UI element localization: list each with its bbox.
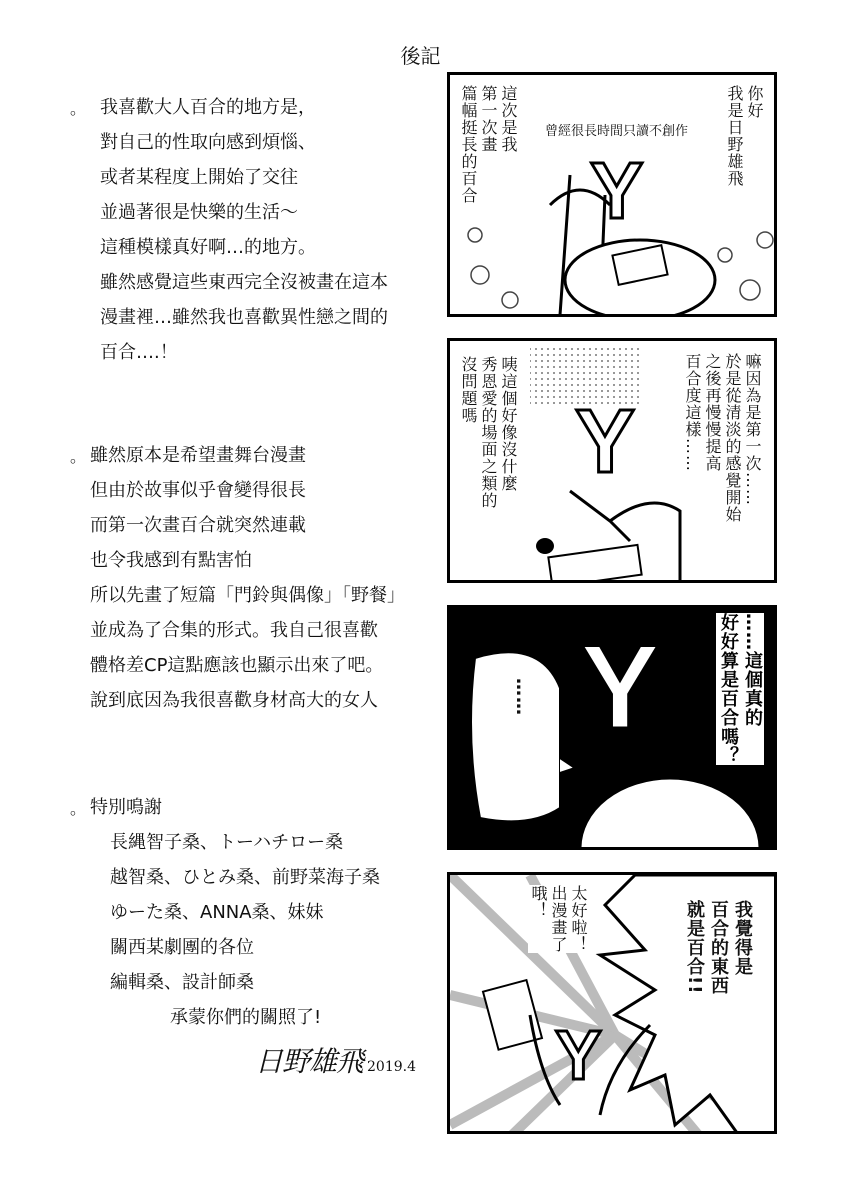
panel-2-right-text: 嘛因為是第一次…… 於是從清淡的感覺開始 之後再慢慢提高 百合度這樣…… [683,353,762,523]
thanks-name-line: ゆーた桑、ANNA桑、妹妹 [110,902,324,923]
afterword-paragraph-1 [70,90,388,370]
signature-name: 日野雄飛 [255,1045,364,1078]
text-line: 說到底因為我很喜歡身材高大的女人 [90,690,378,711]
y-character: Y [555,1016,602,1094]
special-thanks [70,790,380,1035]
y-character: Y [580,620,661,754]
comic-panel-2 [447,338,777,583]
page-title: 後記 [400,44,441,68]
bullet-mark: 。 [70,799,87,818]
author-signature [255,1040,416,1080]
panel-4-right-text: 我覺得是 百合的東西 就是百合!! [684,900,753,995]
text-line: 這種模樣真好啊…的地方。 [100,237,316,258]
afterword-paragraph-2 [70,438,405,718]
panel-3-right-text: ……這個真的 好好算是百合嗎？ [718,613,763,765]
y-character: Y [590,146,644,235]
text-line: 或者某程度上開始了交往 [100,167,298,188]
comic-panel-1 [447,72,777,317]
text-line: 但由於故事似乎會變得很長 [90,480,306,501]
text-line: 所以先畫了短篇「門鈴與偶像」「野餐」 [90,585,405,606]
thanks-name-line: 越智桑、ひとみ桑、前野菜海子桑 [110,867,380,888]
text-line: 雖然感覺這些東西完全沒被畫在這本 [100,272,388,293]
text-line: 並過著很是快樂的生活～ [100,202,298,223]
panel-1-middle-text: 曾經很長時間只讀不創作 [545,124,689,139]
bullet-mark: 。 [70,447,87,466]
y-character: Y [575,392,636,492]
text-line: 而第一次畫百合就突然連載 [90,515,306,536]
text-line: 雖然原本是希望畫舞台漫畫 [90,445,306,466]
special-thanks-heading: 特別鳴謝 [90,797,162,818]
text-line: 並成為了合集的形式。我自己很喜歡 [90,620,378,641]
text-line: 百合….！ [100,342,178,363]
comic-panel-4 [447,872,777,1134]
thanks-name-line: 關西某劇團的各位 [110,937,254,958]
text-line: 對自己的性取向感到煩惱、 [100,132,316,153]
comic-panel-3 [447,605,777,850]
thanks-closing: 承蒙你們的關照了! [170,1007,322,1028]
panel-3-bubble-text: …… [512,678,533,716]
bullet-mark: 。 [70,99,87,118]
thanks-name-line: 長縄智子桑、トーハチロー桑 [110,832,344,853]
panel-2-left-text: 咦這個好像沒什麼 秀恩愛的場面之類的 沒問題嗎 [459,356,518,509]
text-line: 也令我感到有點害怕 [90,550,252,571]
panel-4-left-text: 太好啦！ 出漫畫了 哦！ [529,885,588,953]
panel-1-right-text: 你好 我是日野雄飛 [725,85,764,187]
signature-date: 2019.4 [367,1059,417,1075]
thanks-name-line: 編輯桑、設計師桑 [110,972,254,993]
text-line: 體格差CP這點應該也顯示出來了吧。 [90,655,384,676]
text-line: 我喜歡大人百合的地方是， [100,97,316,118]
text-line: 漫畫裡…雖然我也喜歡異性戀之間的 [100,307,388,328]
panel-1-left-text: 這次是我 第一次畫 篇幅挺長的百合 [459,85,518,204]
